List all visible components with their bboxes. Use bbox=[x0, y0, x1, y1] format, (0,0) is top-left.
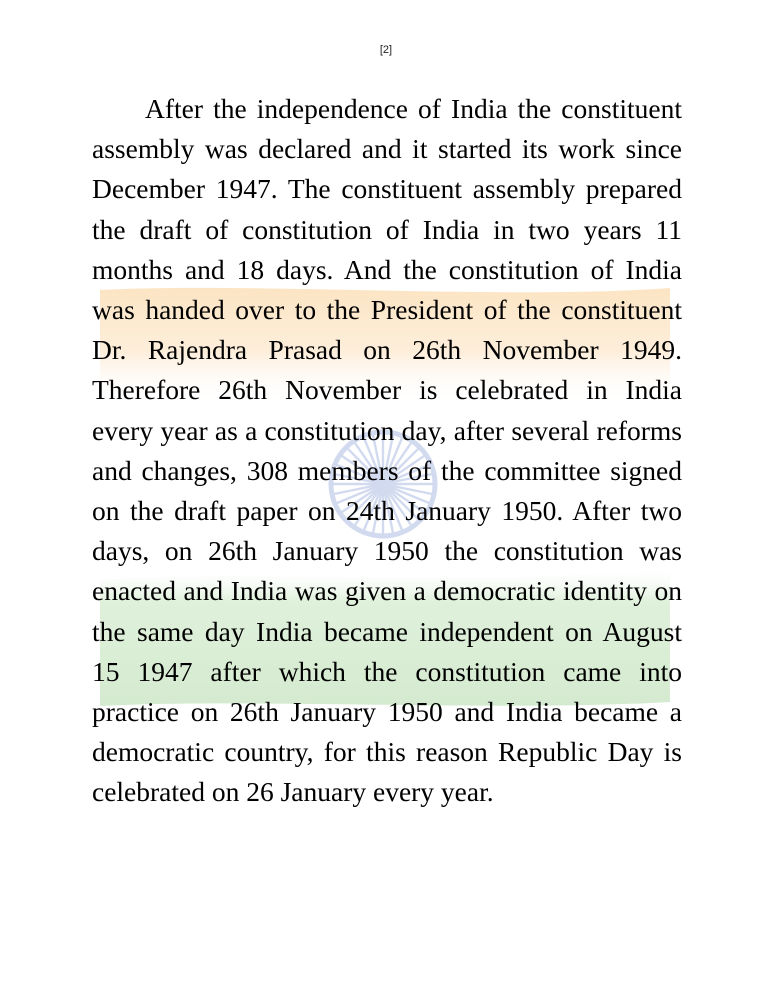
page-number: [2] bbox=[379, 44, 393, 56]
body-paragraph: After the independence of India the constituent assembly was declared and it started its work since December 1947. The constituent assembly prepared the draft of constitution of India in two years 11 months and 18 days. And the constitution of India was handed over to the President of the constituent Dr. Rajendra Prasad on 26th November 1949. Therefore 26th November is celebrated in India every year as a constitution day, after several reforms and changes, 308 members of the committee signed on the draft paper on 24th January 1950. After two days, on 26th January 1950 the constitution was enacted and India was given a democratic identity on the same day India became independent on August 15 1947 after which the constitution came into practice on 26th January 1950 and India became a democratic country, for this reason Republic Day is celebrated on 26 January every year. bbox=[92, 93, 682, 808]
